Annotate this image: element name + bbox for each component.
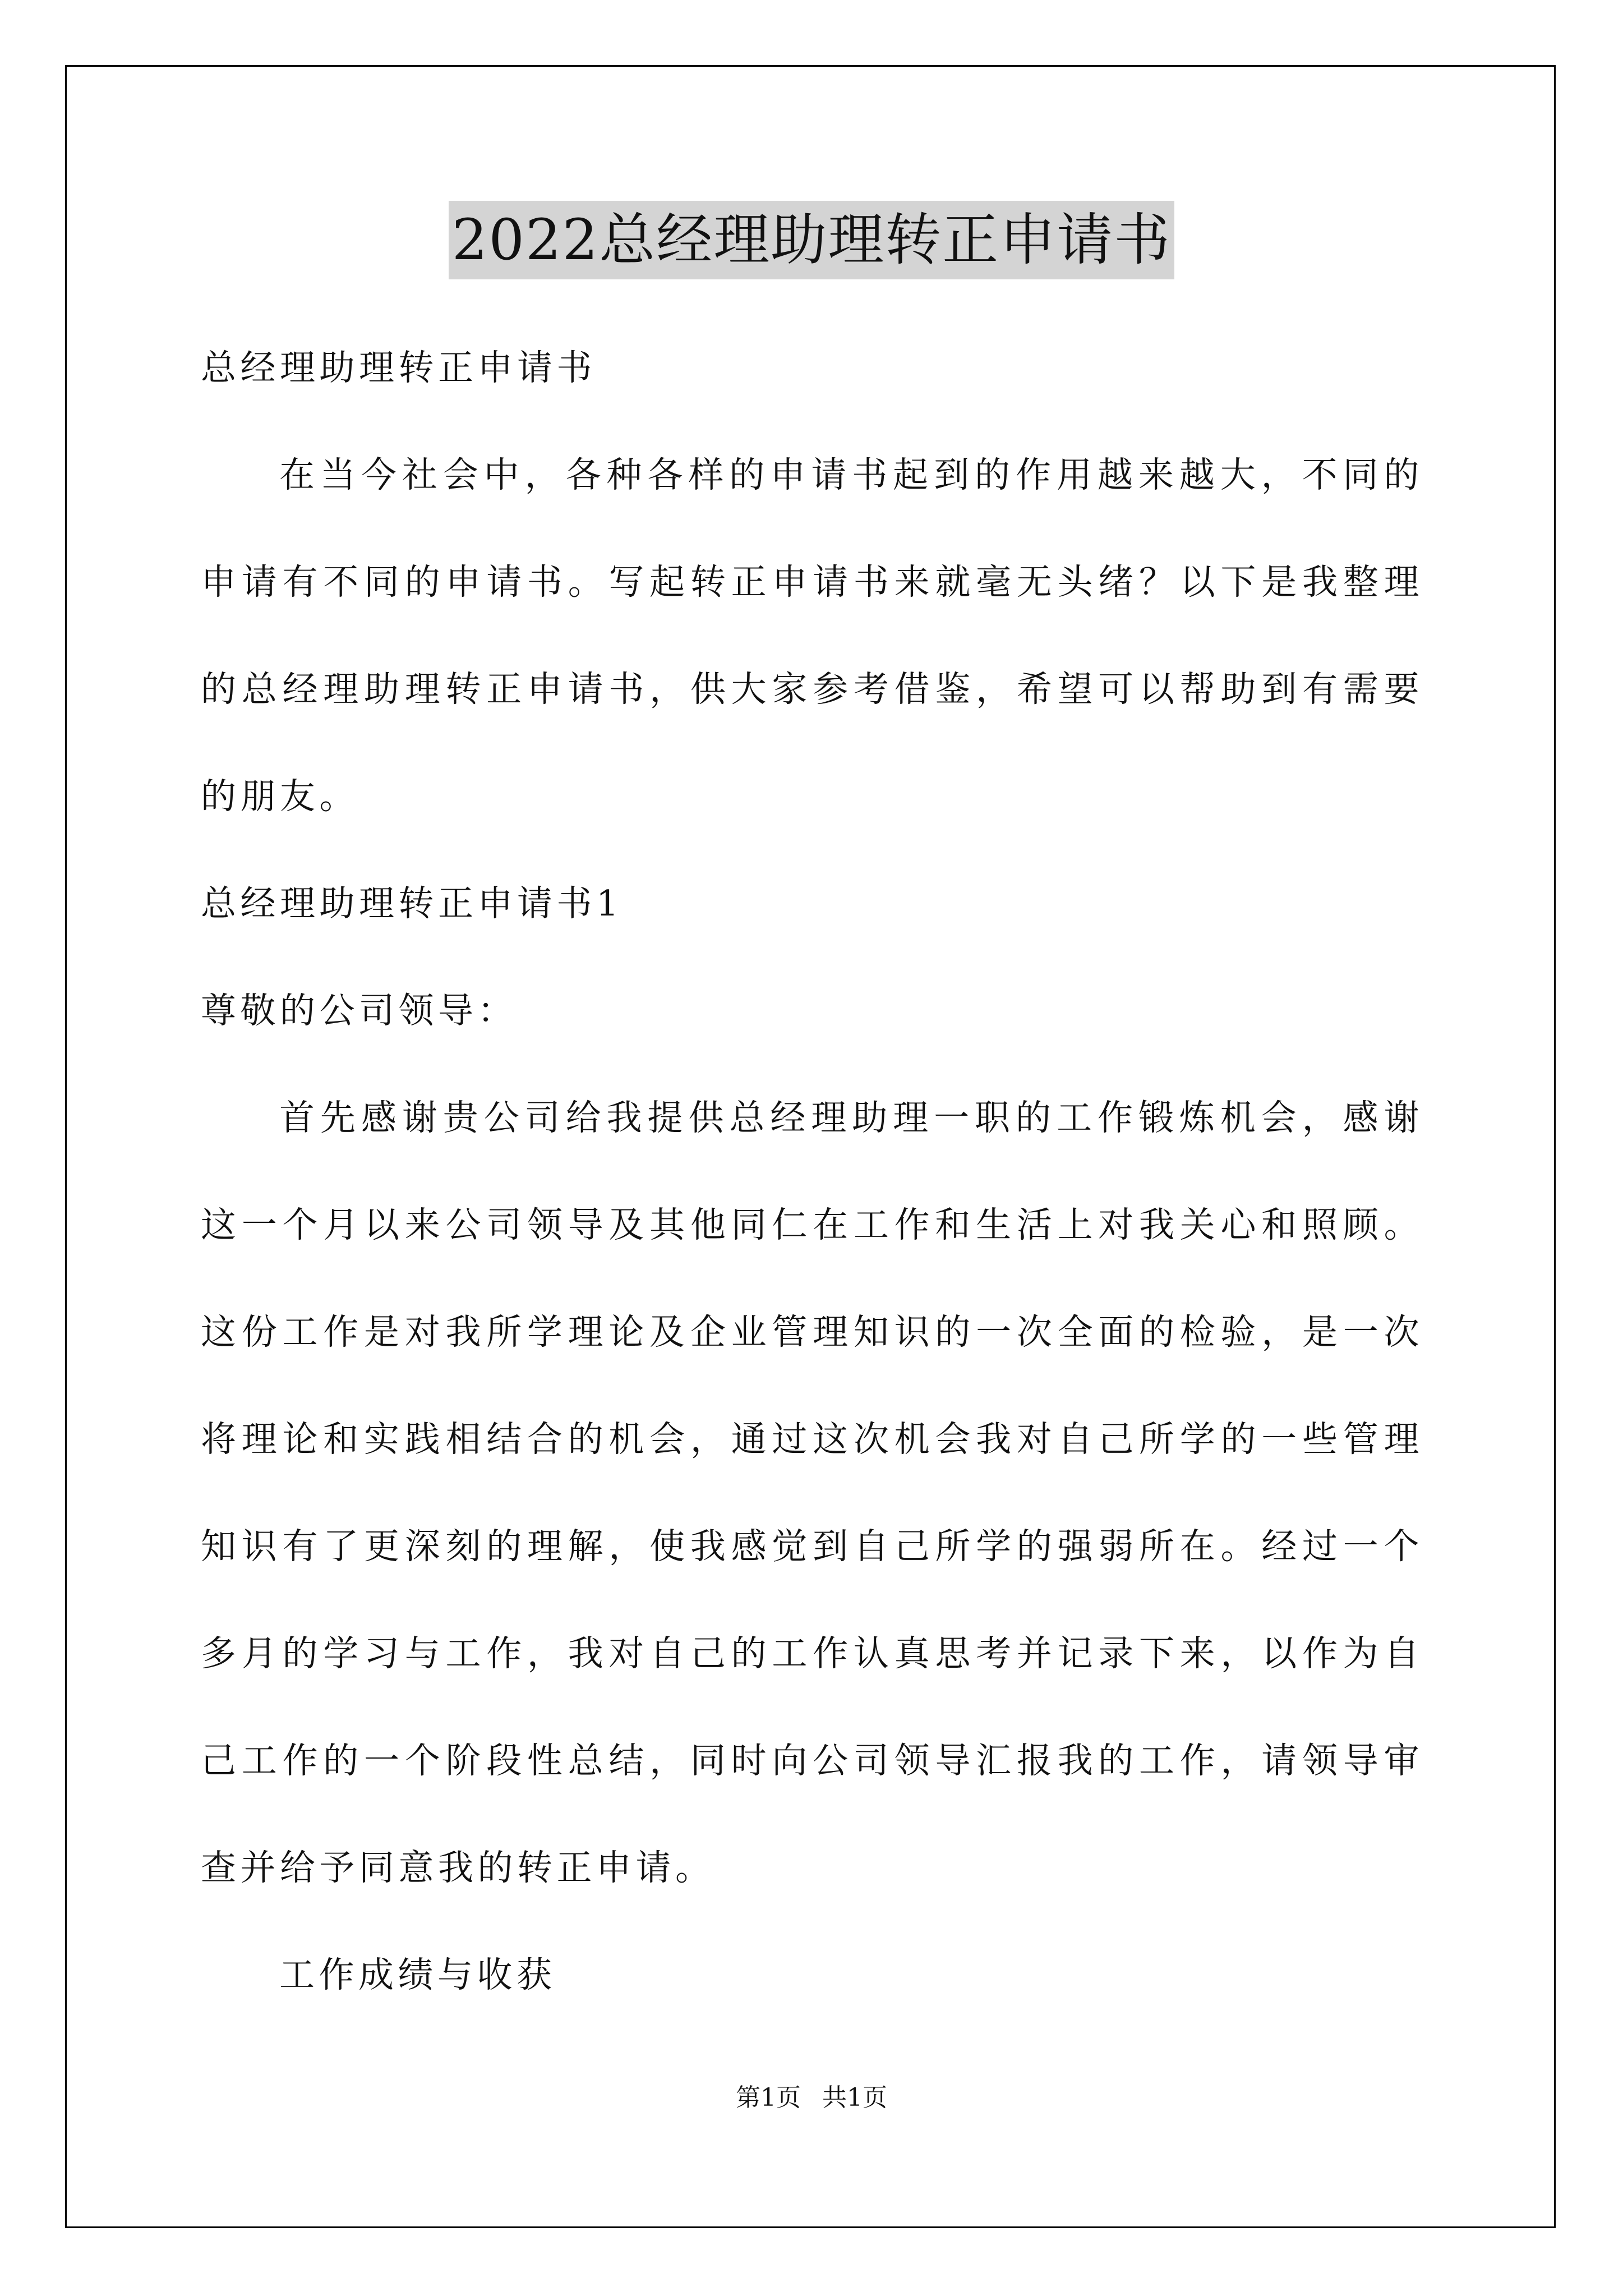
subtitle-paragraph: 总经理助理转正申请书 — [201, 347, 596, 388]
subsection-heading: 工作成绩与收获 — [279, 1954, 556, 1995]
section-heading: 总经理助理转正申请书1 — [201, 883, 623, 924]
document-body — [201, 314, 1423, 2028]
page-number: 第1页 — [736, 2083, 801, 2112]
page-footer — [0, 2081, 1623, 2115]
title-block — [0, 201, 1623, 279]
intro-paragraph: 在当今社会中，各种各样的申请书起到的作用越来越大，不同的申请有不同的申请书。写起转正申请书来就毫无头绪？以下是我整理的总经理助理转正申请书，供大家参考借鉴，希望可以帮助到有需要的朋友。 — [201, 454, 1423, 817]
body-paragraph: 首先感谢贵公司给我提供总经理助理一职的工作锻炼机会，感谢这一个月以来公司领导及其他同仁在工作和生活上对我关心和照顾。这份工作是对我所学理论及企业管理知识的一次全面的检验，是一次将理论和实践相结合的机会，通过这次机会我对自己所学的一些管理知识有了更深刻的理解，使我感觉到自己所学的强弱所在。经过一个多月的学习与工作，我对自己的工作认真思考并记录下来，以作为自己工作的一个阶段性总结，同时向公司领导汇报我的工作，请领导审查并给予同意我的转正申请。 — [201, 1097, 1423, 1888]
document-title: 2022总经理助理转正申请书 — [449, 201, 1175, 279]
salutation: 尊敬的公司领导： — [201, 990, 517, 1031]
page-total: 共1页 — [822, 2083, 887, 2112]
